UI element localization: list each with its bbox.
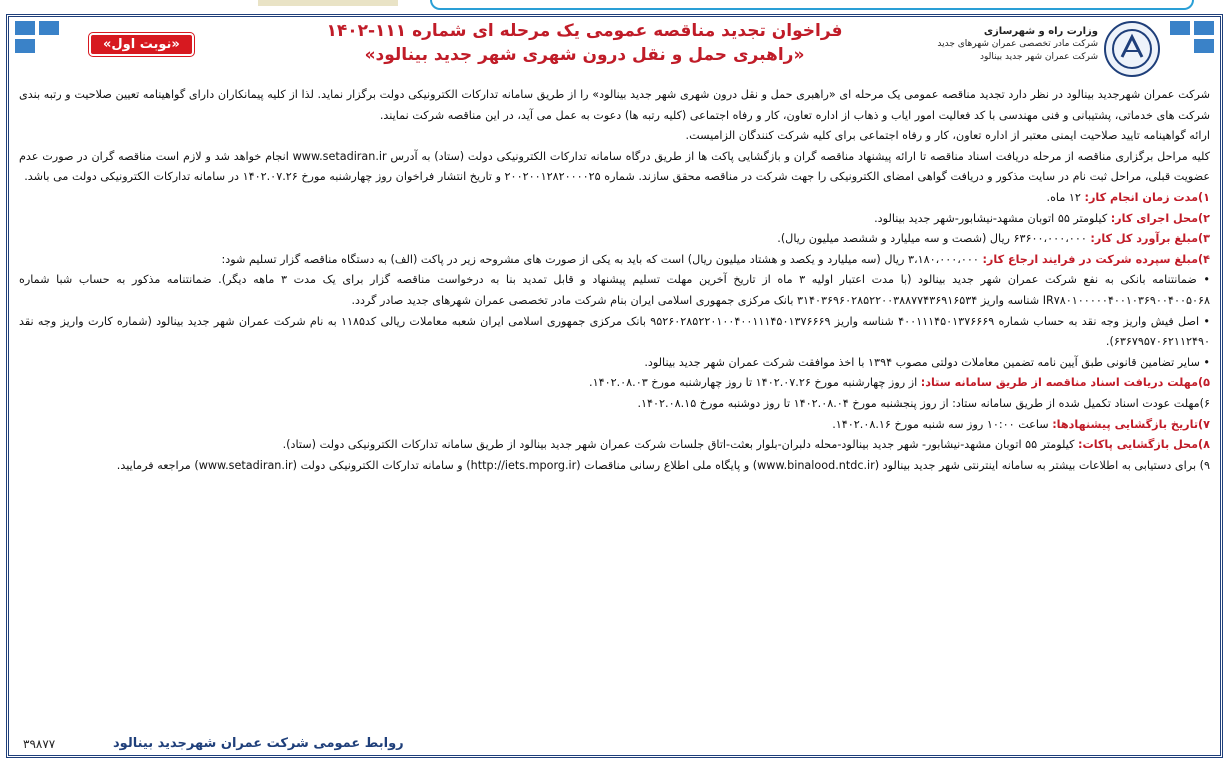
item-duration — [19, 188, 1210, 209]
company-name: شرکت عمران شهر جدید بینالود — [980, 52, 1098, 62]
title-line-2: «راهبری حمل و نقل درون شهری شهر جدید بینالود» — [364, 45, 805, 65]
item-label: ۴)مبلغ سپرده شرکت در فرایند ارجاع کار: — [982, 252, 1210, 266]
item-deposit — [19, 250, 1210, 271]
item-label: ۳)مبلغ برآورد کل کار: — [1090, 232, 1210, 246]
intro-paragraph: شرکت عمران شهرجدید بینالود در نظر دارد تجدید مناقصه عمومی یک مرحله ای «راهبری حمل و نقل درون شهری شهر جدید بینالود» را از طریق سامانه تدارکات الکترونیکی دولت برگزار نماید. لذا از کلیه پیمانکاران دارای گواهینامه تعیین صلاحیت و رتبه بندی شرکت های خدماتی، پشتیبانی و فنی مهندسی با کد فعالیت امور ایاب و ذهاب از اداره تعاون، کار و رفاه اجتماعی (کلیه رتبه ها) دعوت به عمل می آید، در این مناقصه شرکت نمایند. — [19, 88, 1210, 122]
title-line-1: فراخوان تجدید مناقصه عمومی یک مرحله ای شماره ۱۱۱-۱۴۰۲ — [326, 21, 843, 41]
ad-body — [19, 85, 1210, 476]
bullet-cash-deposit: • اصل فیش واریز وجه نقد به حساب شماره ۴۰۰۱۱۱۴۵۰۱۳۷۶۶۶۹ شناسه واریز ۹۵۲۶۰۲۸۵۲۲۰۱۰۰۴۰۰۱۱۱۴۵۰۱۳۷۶۶۶۹ بانک مرکزی جمهوری اسلامی ایران شعبه معاملات ریالی کد۱۱۸۵ به نام شرکت عمران شهر جدید بینالود (شماره کارت واریز وجه نقد ۶۳۶۷۹۵۷۰۶۲۱۱۲۴۹۰). — [19, 314, 1211, 349]
corner-ornament-right-icon — [1168, 21, 1214, 61]
top-strip-left — [258, 0, 398, 6]
item-document-deadline — [19, 373, 1210, 394]
parent-company-name: شرکت مادر تخصصی عمران شهرهای جدید — [937, 39, 1098, 49]
ad-header — [69, 19, 1160, 85]
safety-paragraph: ارائه گواهینامه تایید صلاحیت ایمنی معتبر از اداره تعاون، کار و رفاه اجتماعی برای کلیه شرکت کنندگان الزامیست. — [685, 129, 1210, 143]
item-more-info: ۹) برای دستیابی به اطلاعات بیشتر به سامانه اینترنتی شهر جدید بینالود (www.binalood.ntdc.ir) و پایگاه ملی اطلاع رسانی مناقصات (http://iets.mporg.ir) و سامانه تدارکات الکترونیکی دولت (www.setadiran.ir) مراجعه فرمایید. — [116, 458, 1210, 472]
ministry-name: وزارت راه و شهرسازی — [983, 26, 1098, 37]
item-return-deadline: ۶)مهلت عودت اسناد تکمیل شده از طریق سامانه ستاد: از روز پنجشنبه مورخ ۱۴۰۲.۰۸.۰۴ تا روز دوشنبه مورخ ۱۴۰۲.۰۸.۱۵. — [637, 396, 1210, 410]
item-label: ۷)تاریخ بازگشایی پیشنهادها: — [1052, 417, 1210, 431]
item-label: ۲)محل اجرای کار: — [1110, 211, 1210, 225]
company-logo-icon — [1104, 21, 1160, 77]
corner-ornament-left-icon — [15, 21, 61, 61]
first-round-badge: «نوبت اول» — [89, 33, 194, 56]
item-opening-place — [19, 435, 1210, 456]
ad-footer — [23, 731, 1206, 751]
ad-frame — [6, 14, 1223, 758]
bullet-other-guarantees: • سایر تضامین قانونی طبق آیین نامه تضمین معاملات دولتی مصوب ۱۳۹۴ با اخذ موافقت شرکت عمران شهر جدید بینالود. — [644, 355, 1210, 369]
item-text: ۱۲ ماه. — [1046, 190, 1085, 204]
public-relations-signature: روابط عمومی شرکت عمران شهرجدید بینالود — [113, 736, 404, 751]
item-text: کیلومتر ۵۵ اتوبان مشهد-نیشابور-شهر جدید بینالود. — [874, 211, 1111, 225]
item-label: ۵)مهلت دریافت اسناد مناقصه از طریق سامانه ستاد: — [920, 376, 1210, 390]
item-text: ساعت ۱۰:۰۰ روز سه شنبه مورخ ۱۴۰۲.۰۸.۱۶. — [832, 417, 1053, 431]
ad-title — [309, 19, 860, 67]
item-label: ۱)مدت زمان انجام کار: — [1084, 190, 1210, 204]
top-strip — [430, 0, 1194, 10]
item-text: ۳،۱۸۰،۰۰۰،۰۰۰ ریال (سه میلیارد و یکصد و هشتاد میلیون ریال) است که باید به یکی از صورت های مشروحه زیر در پاکت (الف) به دستگاه مناقصه گزار تسلیم شود: — [221, 252, 983, 266]
item-text: ۶۳۶۰۰،۰۰۰،۰۰۰ ریال (شصت و سه میلیارد و ششصد میلیون ریال). — [777, 232, 1091, 246]
item-text: کیلومتر ۵۵ اتوبان مشهد-نیشابور- شهر جدید بینالود-محله دلبران-بلوار بعثت-اتاق جلسات شرکت عمران شهر جدید بینالود از طریق سامانه تدارکات الکترونیکی دولت (ستاد). — [282, 438, 1078, 452]
bullet-guarantee: • ضمانتنامه بانکی به نفع شرکت عمران شهر جدید بینالود (با مدت اعتبار اولیه ۳ ماه از تاریخ آخرین مهلت تسلیم پیشنهاد و قابل تمدید بنا به درخواست مناقصه گزار برای یک مدت ۳ ماهه دیگر). ضمانتنامه مذکور به حساب شبا شماره IR۷۸۰۱۰۰۰۰۰۴۰۰۱۰۳۶۹۰۰۴۰۰۵۰۶۸ شناسه واریز ۳۱۴۰۳۶۹۶۰۲۸۵۲۲۰۰۳۸۸۷۷۴۳۶۹۱۶۵۳۴ بانک مرکزی جمهوری اسلامی ایران بنام شرکت مادر تخصصی عمران شهرهای جدید صادر گردد. — [19, 273, 1210, 307]
organization-block — [908, 25, 1098, 64]
ad-number: ۳۹۸۷۷ — [23, 737, 56, 751]
item-opening-date — [19, 415, 1210, 436]
item-label: ۸)محل بازگشایی پاکات: — [1078, 438, 1210, 452]
item-text: از روز چهارشنبه مورخ ۱۴۰۲.۰۷.۲۶ تا روز چهارشنبه مورخ ۱۴۰۲.۰۸.۰۳. — [589, 376, 921, 390]
item-estimate — [19, 229, 1210, 250]
item-location — [19, 209, 1210, 230]
procedure-paragraph: کلیه مراحل برگزاری مناقصه از مرحله دریافت اسناد مناقصه تا ارائه پیشنهاد مناقصه گران و بازگشایی پاکت ها از طریق درگاه سامانه تدارکات الکترونیکی دولت (ستاد) به آدرس www.setadiran.ir انجام خواهد شد و لازم است مناقصه گران در صورت عدم عضویت قبلی، مراحل ثبت نام در سایت مذکور و دریافت گواهی امضای الکترونیکی را جهت شرکت در مناقصه محقق سازند. شماره ۲۰۰۲۰۰۱۲۸۲۰۰۰۰۲۵ و تاریخ انتشار فراخوان روز چهارشنبه مورخ ۱۴۰۲.۰۷.۲۶ در سامانه تدارکات الکترونیکی دولت می باشد. — [19, 149, 1210, 184]
